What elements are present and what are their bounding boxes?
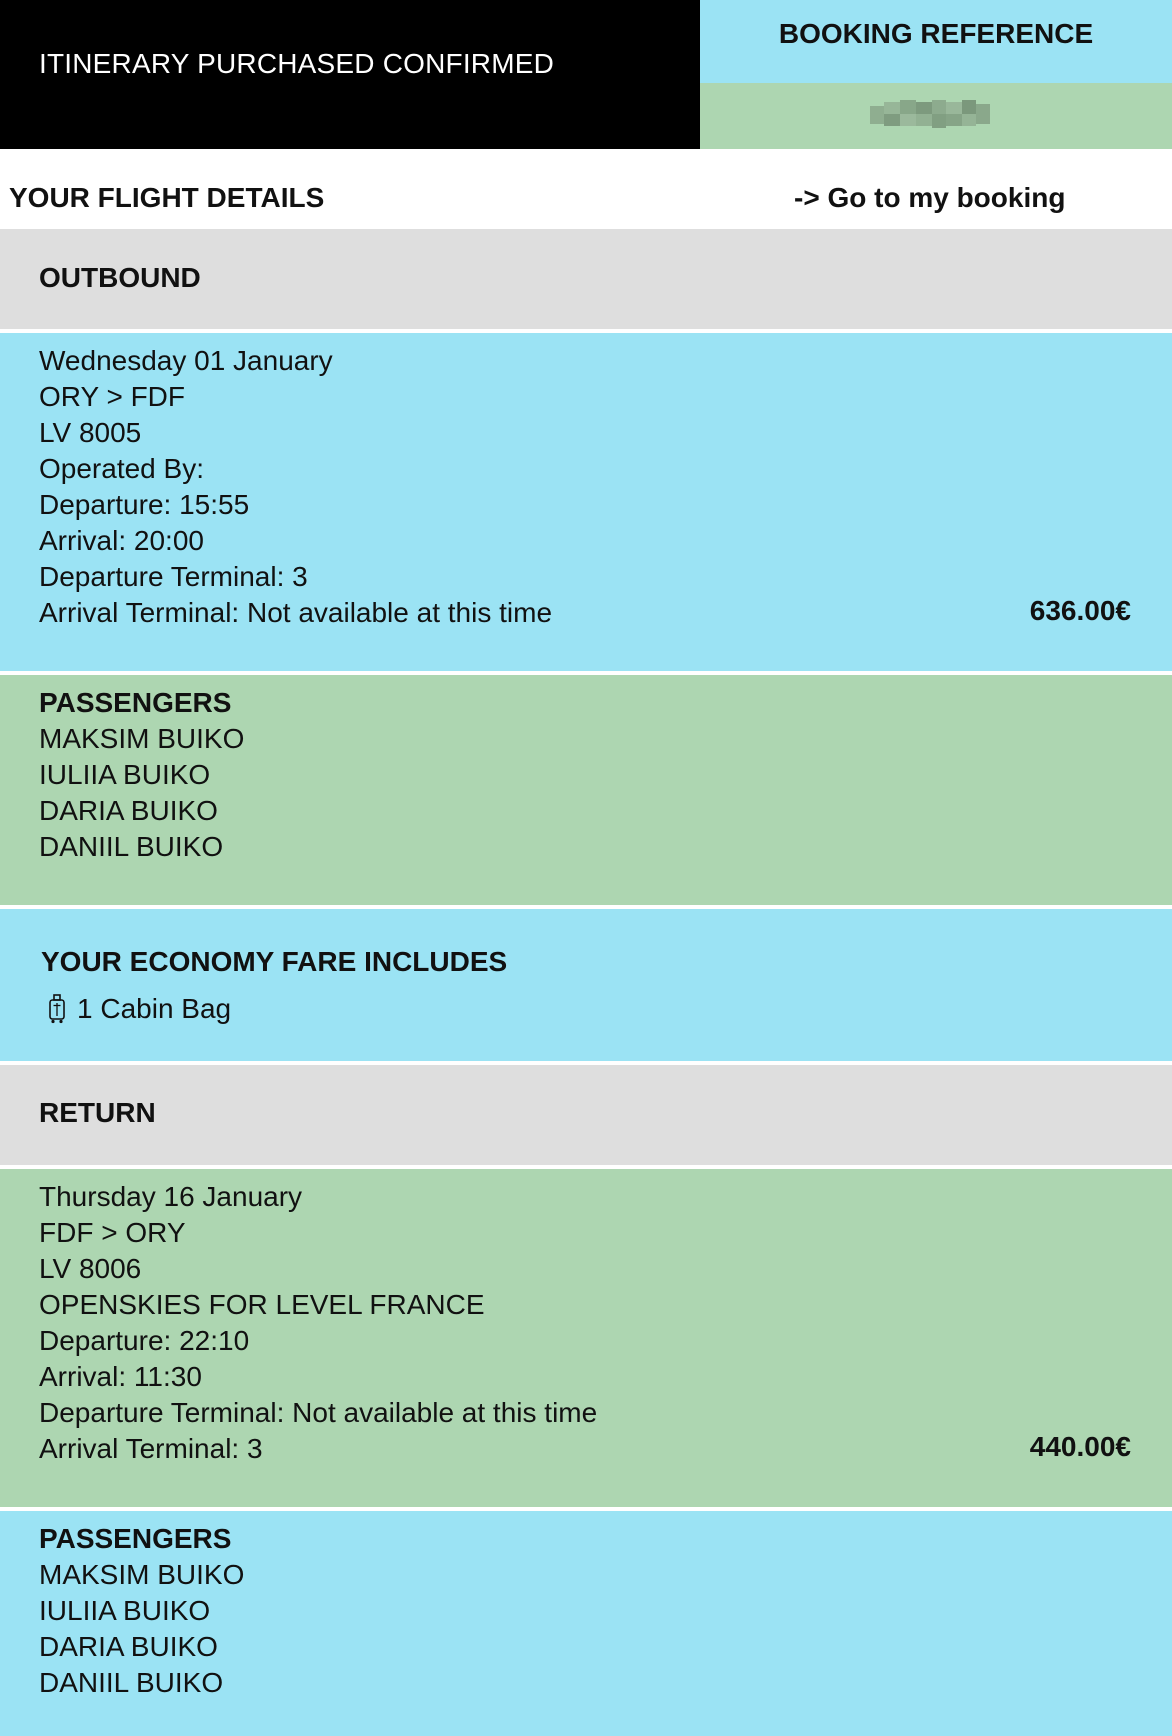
flight-details-header	[0, 149, 1172, 229]
outbound-arrival-time: Arrival: 20:00	[39, 525, 204, 556]
outbound-passengers	[0, 675, 1172, 905]
passenger-name: DANIIL BUIKO	[39, 831, 224, 862]
outbound-departure-time: Departure: 15:55	[39, 489, 250, 520]
outbound-label: OUTBOUND	[39, 262, 201, 293]
passenger-name: DARIA BUIKO	[39, 795, 218, 826]
return-route: FDF > ORY	[39, 1217, 186, 1248]
return-departure-terminal: Departure Terminal: Not available at this time	[39, 1397, 598, 1428]
outbound-price: 636.00€	[1029, 595, 1131, 626]
return-label: RETURN	[39, 1097, 156, 1128]
outbound-passengers-label: PASSENGERS	[39, 687, 232, 718]
outbound-passenger-list	[39, 685, 244, 865]
flight-details-title: YOUR FLIGHT DETAILS	[9, 182, 325, 213]
fare-includes	[0, 909, 1172, 1061]
passenger-name: MAKSIM BUIKO	[39, 1559, 245, 1590]
return-passenger-list	[39, 1521, 244, 1701]
outbound-date: Wednesday 01 January	[39, 345, 333, 376]
return-date: Thursday 16 January	[39, 1181, 303, 1212]
booking-reference-value-panel	[700, 83, 1172, 149]
return-passengers-label: PASSENGERS	[39, 1523, 232, 1554]
passenger-name: IULIIA BUIKO	[39, 759, 211, 790]
return-arrival-time: Arrival: 11:30	[39, 1361, 202, 1392]
booking-reference-redacted	[870, 98, 990, 132]
luggage-icon	[47, 994, 67, 1024]
outbound-info	[39, 343, 552, 631]
outbound-flight-number: LV 8005	[39, 417, 142, 448]
booking-reference-label: BOOKING REFERENCE	[778, 18, 1094, 49]
go-to-booking-link[interactable]: -> Go to my booking	[794, 182, 1066, 213]
outbound-operator: Operated By:	[39, 453, 204, 484]
return-operator: OPENSKIES FOR LEVEL FRANCE	[39, 1289, 485, 1320]
page-title: ITINERARY PURCHASED CONFIRMED	[39, 48, 555, 79]
return-arrival-terminal: Arrival Terminal: 3	[39, 1433, 263, 1464]
outbound-section-header	[0, 229, 1172, 329]
passenger-name: IULIIA BUIKO	[39, 1595, 211, 1626]
booking-reference-panel	[700, 0, 1172, 83]
return-section-header	[0, 1065, 1172, 1165]
passenger-name: DANIIL BUIKO	[39, 1667, 224, 1698]
fare-item-cabin-bag	[47, 993, 231, 1025]
return-departure-time: Departure: 22:10	[39, 1325, 250, 1356]
return-flight-details	[0, 1169, 1172, 1507]
passenger-name: MAKSIM BUIKO	[39, 723, 245, 754]
outbound-route: ORY > FDF	[39, 381, 186, 412]
outbound-arrival-terminal: Arrival Terminal: Not available at this time	[39, 597, 553, 628]
outbound-departure-terminal: Departure Terminal: 3	[39, 561, 308, 592]
return-price: 440.00€	[1029, 1431, 1131, 1462]
passenger-name: DARIA BUIKO	[39, 1631, 218, 1662]
return-passengers	[0, 1511, 1172, 1736]
fare-includes-title: YOUR ECONOMY FARE INCLUDES	[41, 946, 508, 977]
header-title-panel	[0, 0, 700, 149]
fare-item-label: 1 Cabin Bag	[77, 993, 232, 1024]
header	[0, 0, 1172, 149]
outbound-flight-details	[0, 333, 1172, 671]
return-flight-number: LV 8006	[39, 1253, 142, 1284]
return-info	[39, 1179, 597, 1467]
